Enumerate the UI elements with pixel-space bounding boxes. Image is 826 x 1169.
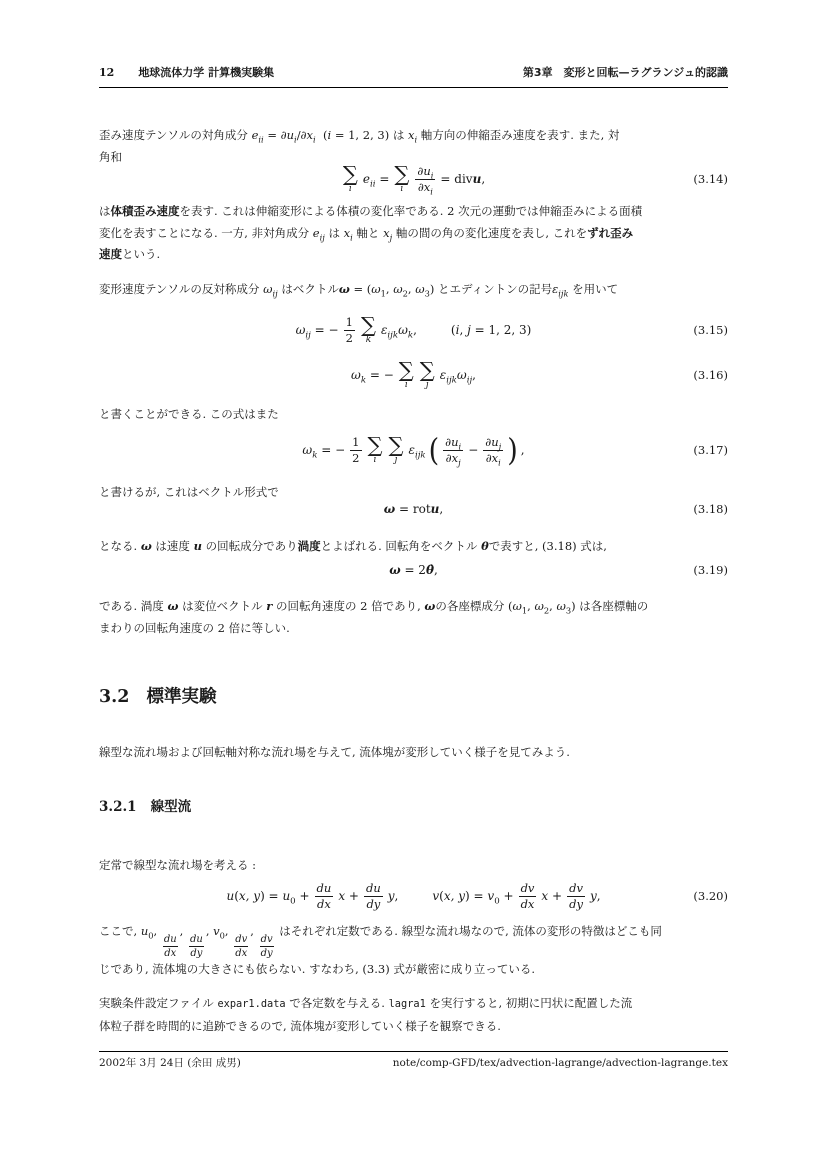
subsection-3-2-1-heading (99, 799, 728, 816)
math-fragment: ω = rotu, (383, 502, 444, 516)
denominator: dx (164, 948, 177, 959)
para-can-write: と書くことができる. この式はまた (99, 407, 279, 421)
equation-3-16 (99, 355, 728, 395)
inline-fraction-du-dy (189, 934, 204, 959)
denominator: dy (190, 948, 203, 959)
inline-fraction-dv-dy (260, 934, 274, 959)
para-volume-strain: は体積歪み速度を表す. これは伸縮変形による体積の変化率である. 2 次元の運動では伸縮歪みによる面積 変化を表すことになる. 一方, 非対角成分 $e_{ij}$ は $x_i$ 軸と $x_j$ 軸の間の角の変化速度を表し, これをずれ歪み 速度という. (99, 204, 643, 261)
sigma-glyph: ∑ (367, 432, 383, 457)
denominator: $\partial x_i$ (485, 450, 501, 467)
fraction (415, 165, 435, 194)
denominator: dx (520, 896, 535, 911)
footer-date: 2002年 3月 24日 (余田 成男) (99, 1057, 241, 1069)
math-fragment: $\varepsilon_{ijk}$ (408, 443, 426, 461)
summation-operator (394, 161, 410, 194)
equation-number: (3.16) (693, 368, 728, 382)
big-paren-close: ) (507, 432, 518, 468)
fraction (519, 882, 537, 911)
equation-3-20 (99, 878, 728, 914)
math-fragment: u(x, $y) = u_0$ + (226, 889, 310, 907)
sum-subscript: i (404, 379, 408, 390)
para-vorticity-twice: である. 渦度 ω は変位ベクトル r の回転角速度の 2 倍であり, ωの各座標成分 ($\omega_1$, $\omega_2$, $\omega_3$) は各座標軸の まわりの回転角速度の 2 倍に等しい. (99, 599, 649, 635)
para-vorticity-def: となる. ω は速度 u の回転成分であり渦度とよばれる. 回転角をベクトル θで表すと, (3.18) 式は, (99, 539, 607, 553)
equation-number: (3.19) (693, 563, 728, 577)
fraction (364, 882, 383, 911)
fraction (350, 436, 361, 465)
math-fragment: = divu, (440, 172, 486, 186)
section-title: 標準実験 (146, 687, 217, 707)
denominator: dx (235, 948, 248, 959)
equation-number: (3.17) (693, 443, 728, 457)
math-fragment: x + (338, 889, 359, 903)
denominator: dx (317, 896, 331, 911)
page-header (99, 66, 728, 80)
sigma-glyph: ∑ (388, 432, 404, 457)
equation-number: (3.18) (693, 502, 728, 516)
equation-3-19 (99, 559, 728, 581)
fraction (344, 316, 355, 345)
sigma-glyph: ∑ (398, 357, 414, 382)
sigma-glyph: ∑ (419, 357, 435, 382)
numerator: du (365, 880, 381, 895)
equation-3-18 (99, 500, 728, 518)
math-fragment: $e_{ii}$ = (362, 172, 390, 190)
math-fragment: $\omega_{ij}$ = − (295, 323, 339, 341)
math-fragment: , (520, 443, 525, 457)
numerator: $\partial u_i$ (417, 163, 434, 180)
summation-operator (398, 357, 414, 390)
inline-fraction-du-dx (163, 934, 178, 959)
equation-number: (3.14) (693, 172, 728, 186)
page-number: 12 (99, 66, 115, 79)
numerator: dv (260, 934, 273, 945)
text-run: , (250, 924, 258, 938)
math-condition: (i, j = 1, 2, 3) (450, 323, 532, 337)
para-standard-exp-intro: 線型な流れ場および回転軸対称な流れ場を与えて, 流体塊が変形していく様子を見てみよう. (99, 745, 570, 759)
denominator: dy (569, 896, 583, 911)
footer-rule (99, 1051, 728, 1052)
text-run: ここで, $u_0$, (99, 924, 161, 941)
para-vector-form: と書けるが, これはベクトル形式で (99, 485, 279, 499)
fraction (315, 882, 334, 911)
numerator: dv (569, 880, 583, 895)
math-fragment: x + (541, 889, 563, 903)
text-run: はそれぞれ定数である. 線型な流れ場なので, 流体の変形の特徴はどこも同 じであり, 流体塊の大きさにも依らない. すなわち, (3.3) 式が厳密に成り立っている. (99, 924, 662, 976)
text-run: , (179, 924, 187, 938)
minus-sign: − (468, 443, 479, 457)
para-strain-diagonal: 歪み速度テンソルの対角成分 $e_{ii} = \partial u_i/\partial x_i$ (i = 1, 2, 3) は $x_i$ 軸方向の伸縮歪み速度を表す. また, 対 角和 (99, 128, 620, 164)
text-run: $v_0$, (213, 924, 233, 941)
fraction (483, 436, 503, 465)
para-linear-flow-def: 定常で線型な流れ場を考える : (99, 858, 257, 872)
para-antisymmetric: 変形速度テンソルの反対称成分 $\omega_{ij}$ はベクトル$\omega = (\omega_1$, $\omega_2$, $\omega_3$) とエディントンの記号$\varepsilon_{ijk}$ を用いて (99, 282, 619, 299)
summation-operator (419, 357, 435, 390)
big-paren-open: ( (428, 432, 440, 468)
sum-subscript: j (425, 379, 429, 390)
equation-number: (3.15) (693, 323, 728, 337)
denominator: 2 (345, 330, 353, 345)
denominator: 2 (352, 450, 360, 465)
sum-subscript: i (348, 183, 352, 194)
text-run: , (205, 924, 214, 938)
subsection-title: 線型流 (150, 799, 192, 815)
numerator: dv (235, 934, 248, 945)
sum-subscript: j (394, 454, 398, 465)
sum-subscript: i (373, 454, 377, 465)
sigma-glyph: ∑ (360, 312, 376, 337)
denominator: $\partial x_i$ (417, 179, 433, 196)
math-fragment: v(x, $y) = v_0$ + (432, 889, 514, 907)
denominator: dy (260, 948, 273, 959)
denominator: dy (366, 896, 381, 911)
math-fragment: $\omega_k$ = − (351, 368, 394, 386)
math-fragment: $\varepsilon_{ijk}\omega_{ij}$, (439, 368, 476, 386)
numerator: 1 (352, 434, 360, 449)
book-title: 地球流体力学 計算機実験集 (138, 66, 275, 79)
sum-subscript: i (400, 183, 404, 194)
numerator: du (316, 880, 332, 895)
fraction (443, 436, 463, 465)
page-footer (99, 1057, 728, 1070)
chapter-title: 第3章 変形と回転—ラグランジュ的認識 (522, 66, 728, 79)
summation-operator (360, 312, 376, 345)
inline-fraction-dv-dx (234, 934, 248, 959)
math-fragment: ω = 2θ̇, (389, 563, 438, 577)
summation-operator (388, 432, 404, 465)
summation-operator (342, 161, 358, 194)
numerator: $\partial u_i$ (445, 434, 462, 451)
denominator: $\partial x_j$ (445, 450, 461, 467)
math-fragment: $\varepsilon_{ijk}\omega_k$, (380, 323, 417, 341)
sum-subscript: k (365, 334, 372, 345)
equation-3-17 (99, 425, 728, 475)
equation-3-14 (99, 158, 728, 200)
section-3-2-heading (99, 686, 728, 708)
fraction (567, 882, 585, 911)
sigma-glyph: ∑ (394, 161, 410, 186)
numerator: dv (520, 880, 535, 895)
header-left (99, 66, 274, 80)
math-fragment: $\omega_k$ = − (302, 443, 346, 461)
numerator: du (189, 934, 203, 945)
header-rule (99, 87, 728, 88)
numerator: $\partial u_j$ (485, 434, 502, 451)
numerator: 1 (345, 314, 353, 329)
para-experiment-file: 実験条件設定ファイル expar1.data で各定数を与える. lagra1 を実行すると, 初期に円状に配置した流 体粒子群を時間的に追跡できるので, 流体塊が変形していく様子を観察できる. (99, 996, 633, 1033)
sigma-glyph: ∑ (342, 161, 358, 186)
equation-3-15 (99, 306, 728, 354)
subsection-number: 3.2.1 (99, 799, 137, 815)
equation-number: (3.20) (693, 889, 728, 903)
footer-path: note/comp-GFD/tex/advection-lagrange/advection-lagrange.tex (392, 1057, 728, 1069)
numerator: du (163, 934, 177, 945)
math-fragment: y, (387, 889, 399, 903)
summation-operator (367, 432, 383, 465)
section-number: 3.2 (99, 687, 130, 707)
math-fragment: y, (589, 889, 601, 903)
para-constants (99, 921, 728, 981)
